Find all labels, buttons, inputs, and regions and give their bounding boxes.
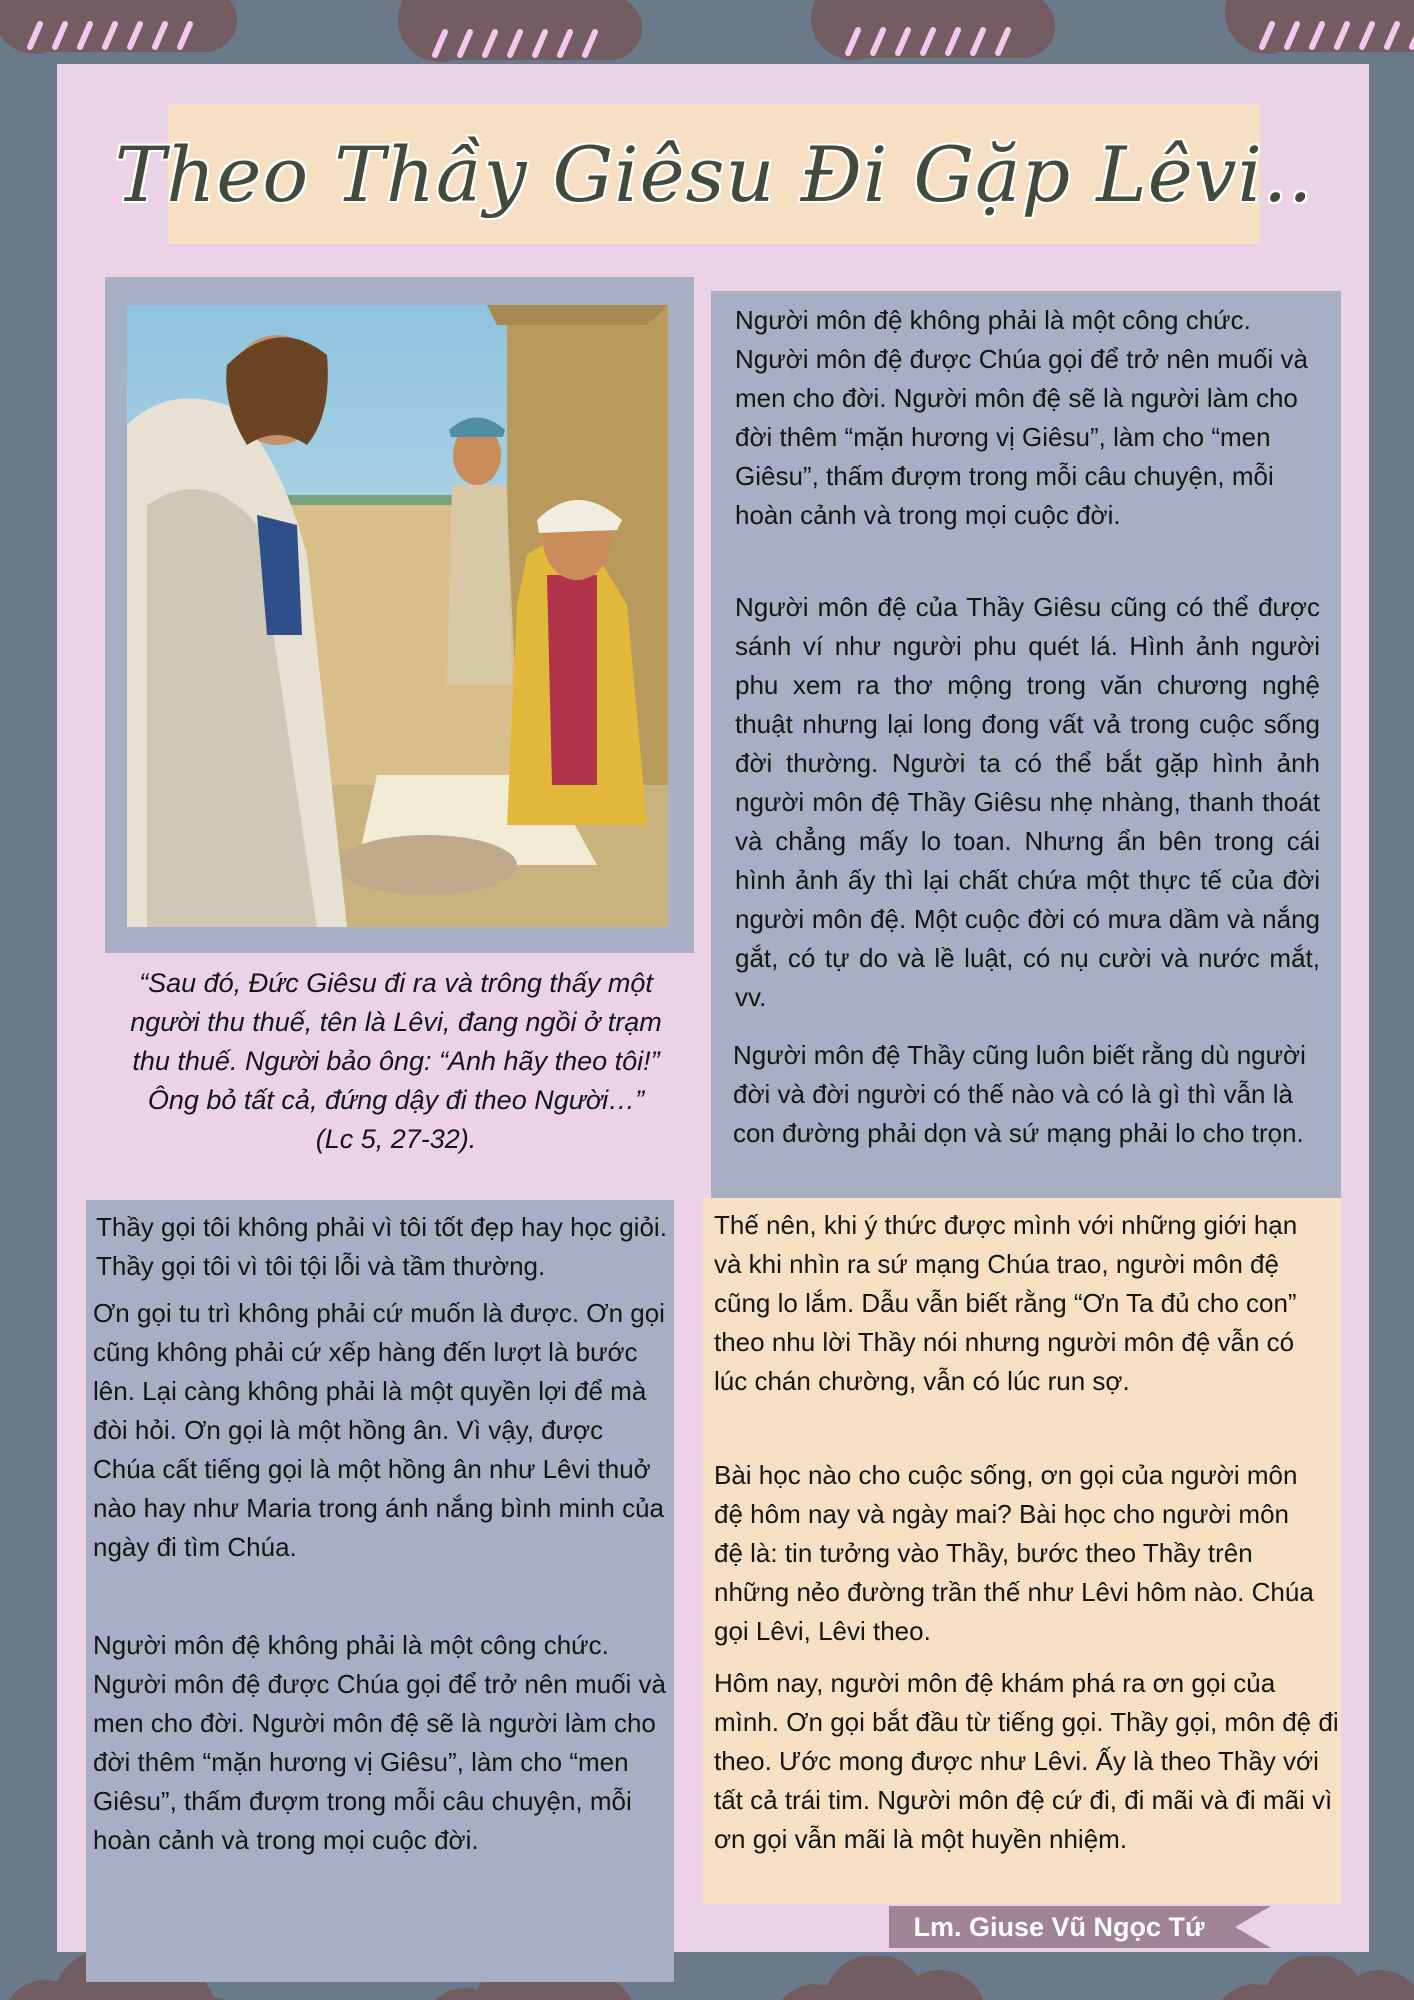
rain-cloud-icon xyxy=(0,0,240,62)
paragraph: Người môn đệ không phải là một công chức. Người môn đệ được Chúa gọi để trở nên muối và men cho đời. Người môn đệ sẽ là người làm cho đời thêm “mặn hương vị Giêsu”, làm cho “men Giêsu”, thấm đượm trong mỗi câu chuyện, mỗi hoàn cảnh và trong mọi cuộc đời. xyxy=(735,305,1309,530)
paragraph: Người môn đệ Thầy cũng luôn biết rằng dù người đời và đời người có thế nào và có là gì thì vẫn là con đường phải dọn và sứ mạng phải lo cho trọn. xyxy=(733,1040,1306,1148)
rain-cloud-icon xyxy=(1210,1956,1414,2000)
rain-cloud-icon xyxy=(1222,0,1414,62)
top-cloud-decoration xyxy=(0,0,1414,70)
right-bottom-text-box xyxy=(703,1198,1341,1904)
jesus-calling-levi-illustration xyxy=(127,305,668,927)
author-name: Lm. Giuse Vũ Ngọc Tứ xyxy=(913,1912,1205,1942)
page-sheet xyxy=(57,64,1369,1952)
paragraph: Ơn gọi tu trì không phải cứ muốn là được. Ơn gọi cũng không phải cứ xếp hàng đến lượt là bước lên. Lại càng không phải là một quyền lợi để mà đòi hỏi. Ơn gọi là một hồng ân. Vì vậy, được Chúa cất tiếng gọi là một hồng ân như Lêvi thuở nào hay như Maria trong ánh nắng bình minh của ngày đi tìm Chúa. xyxy=(93,1298,665,1562)
rain-cloud-icon xyxy=(395,0,645,70)
paragraph: Thế nên, khi ý thức được mình với những giới hạn và khi nhìn ra sứ mạng Chúa trao, người môn đệ cũng lo lắm. Dẫu vẫn biết rằng “Ơn Ta đủ cho con” theo nhu lời Thầy nói nhưng người môn đệ vẫn có lúc chán chường, vẫn có lúc run sợ. xyxy=(714,1210,1298,1396)
paragraph: Thầy gọi tôi không phải vì tôi tốt đẹp hay học giỏi. Thầy gọi tôi vì tôi tội lỗi và tầm thường. xyxy=(96,1212,667,1281)
illustration-frame xyxy=(105,277,694,953)
caption-line: Ông bỏ tất cả, đứng dậy đi theo Người…” xyxy=(147,1085,645,1115)
caption-reference: (Lc 5, 27-32). xyxy=(315,1124,477,1154)
scripture-caption xyxy=(91,964,701,1159)
caption-line: người thu thuế, tên là Lêvi, đang ngồi ở trạm xyxy=(130,1007,662,1037)
author-signature xyxy=(889,1906,1271,1948)
paragraph: Người môn đệ của Thầy Giêsu cũng có thể được sánh ví như người phu quét lá. Hình ảnh người phu xem ra thơ mộng trong văn chương nghệ thuật nhưng lại long đong vất vả trong cuộc sống đời thường. Người ta có thể bắt gặp hình ảnh người môn đệ Thầy Giêsu nhẹ nhàng, thanh thoát và chẳng mấy lo toan. Nhưng ẩn bên trong cái hình ảnh ấy thì lại chất chứa một thực tế của đời người môn đệ. Một cuộc đời có mưa dầm và nắng gắt, có tự do và lề luật, có nụ cười và nước mắt, vv. xyxy=(735,592,1320,1012)
paragraph: Bài học nào cho cuộc sống, ơn gọi của người môn đệ hôm nay và ngày mai? Bài học cho người môn đệ là: tin tưởng vào Thầy, bước theo Thầy trên những nẻo đường trần thế như Lêvi hôm nào. Chúa gọi Lêvi, Lêvi theo. xyxy=(714,1460,1314,1646)
page-title: Theo Thầy Giêsu Đi Gặp Lêvi.. xyxy=(114,129,1314,219)
caption-line: thu thuế. Người bảo ông: “Anh hãy theo tôi!” xyxy=(132,1046,660,1076)
caption-line: “Sau đó, Đức Giêsu đi ra và trông thấy một xyxy=(139,968,653,998)
title-banner xyxy=(114,104,1314,244)
rain-cloud-icon xyxy=(808,0,1058,68)
rain-cloud-icon xyxy=(770,1956,1020,2000)
paragraph: Hôm nay, người môn đệ khám phá ra ơn gọi của mình. Ơn gọi bắt đầu từ tiếng gọi. Thầy gọi, môn đệ đi theo. Ước mong được như Lêvi. Ấy là theo Thầy với tất cả trái tim. Người môn đệ cứ đi, đi mãi và đi mãi vì ơn gọi vẫn mãi là một huyền nhiệm. xyxy=(714,1668,1339,1854)
right-top-text-box xyxy=(711,291,1341,1211)
paragraph: Người môn đệ không phải là một công chức. Người môn đệ được Chúa gọi để trở nên muối và men cho đời. Người môn đệ sẽ là người làm cho đời thêm “mặn hương vị Giêsu”, làm cho “men Giêsu”, thấm đượm trong mỗi câu chuyện, mỗi hoàn cảnh và trong mọi cuộc đời. xyxy=(93,1630,667,1855)
